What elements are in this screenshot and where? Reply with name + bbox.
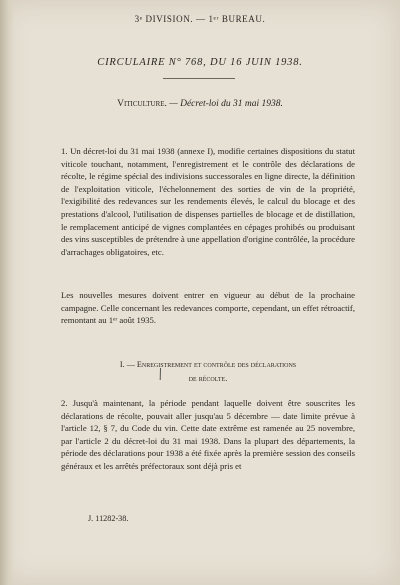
paragraph-3: 2. Jusqu'à maintenant, la période pendant laquelle doivent être souscrites les déclarations de récolte, pouvait aller jusqu'au 5 décembre — date limite prévue à l'article 12, § 7, du Code du vin. Cette date extrême est ramenée au 25 novembre, par l'article 2 du décret-loi du 31 mai 1938. Dans la plupart des départements, la période des déclarations pour 1938 a été fixée après la première session des conseils généraux et les arrêtés préfectoraux sont déjà pris et xyxy=(61,398,355,471)
section-heading-line-2: de récolte. xyxy=(188,374,228,383)
print-reference: J. 11282-38. xyxy=(88,514,129,523)
division-header: 3ᵉ DIVISION. — 1ᵉʳ BUREAU. xyxy=(134,14,266,24)
page-binding-shadow xyxy=(0,0,14,585)
title-rule xyxy=(163,78,235,79)
section-heading-line-1: I. — Enregistrement et contrôle des déclarations xyxy=(119,360,297,369)
paragraph-2: Les nouvelles mesures doivent entrer en vigueur au début de la prochaine campagne. Celle concernant les redevances comporte, cependant, un effet rétroactif, remontant au 1ᵉʳ août 1935. xyxy=(61,290,355,326)
circular-title: CIRCULAIRE N° 768, DU 16 JUIN 1938. xyxy=(97,57,303,68)
section-heading xyxy=(61,358,355,386)
pen-mark xyxy=(159,367,162,381)
subtitle-decree: — Décret-loi du 31 mai 1938. xyxy=(166,99,283,109)
paragraph-1: 1. Un décret-loi du 31 mai 1938 (annexe I), modifie certaines dispositions du statut viticole touchant, notamment, l'enregistrement et le contrôle des déclarations de récolte, le régime spécial des indivisions successorales en ligne directe, la définition de l'exploitation viticole, l'échelonnement des sorties de vin de la propriété, l'exigibilité des redevances sur les rendements élevés, le calcul du blocage et des prestations d'alcool, l'utilisation de dispenses partielles de blocage et de distillation, le remplacement anticipé de vignes complantées en cépages prohibés ou produisant des vins susceptibles de prétendre à une appellation d'origine contrôlée, la procédure d'arrachages obligatoires, etc. xyxy=(61,146,355,257)
circular-subtitle xyxy=(0,99,400,109)
subtitle-subject: Viticulture. xyxy=(117,99,167,109)
